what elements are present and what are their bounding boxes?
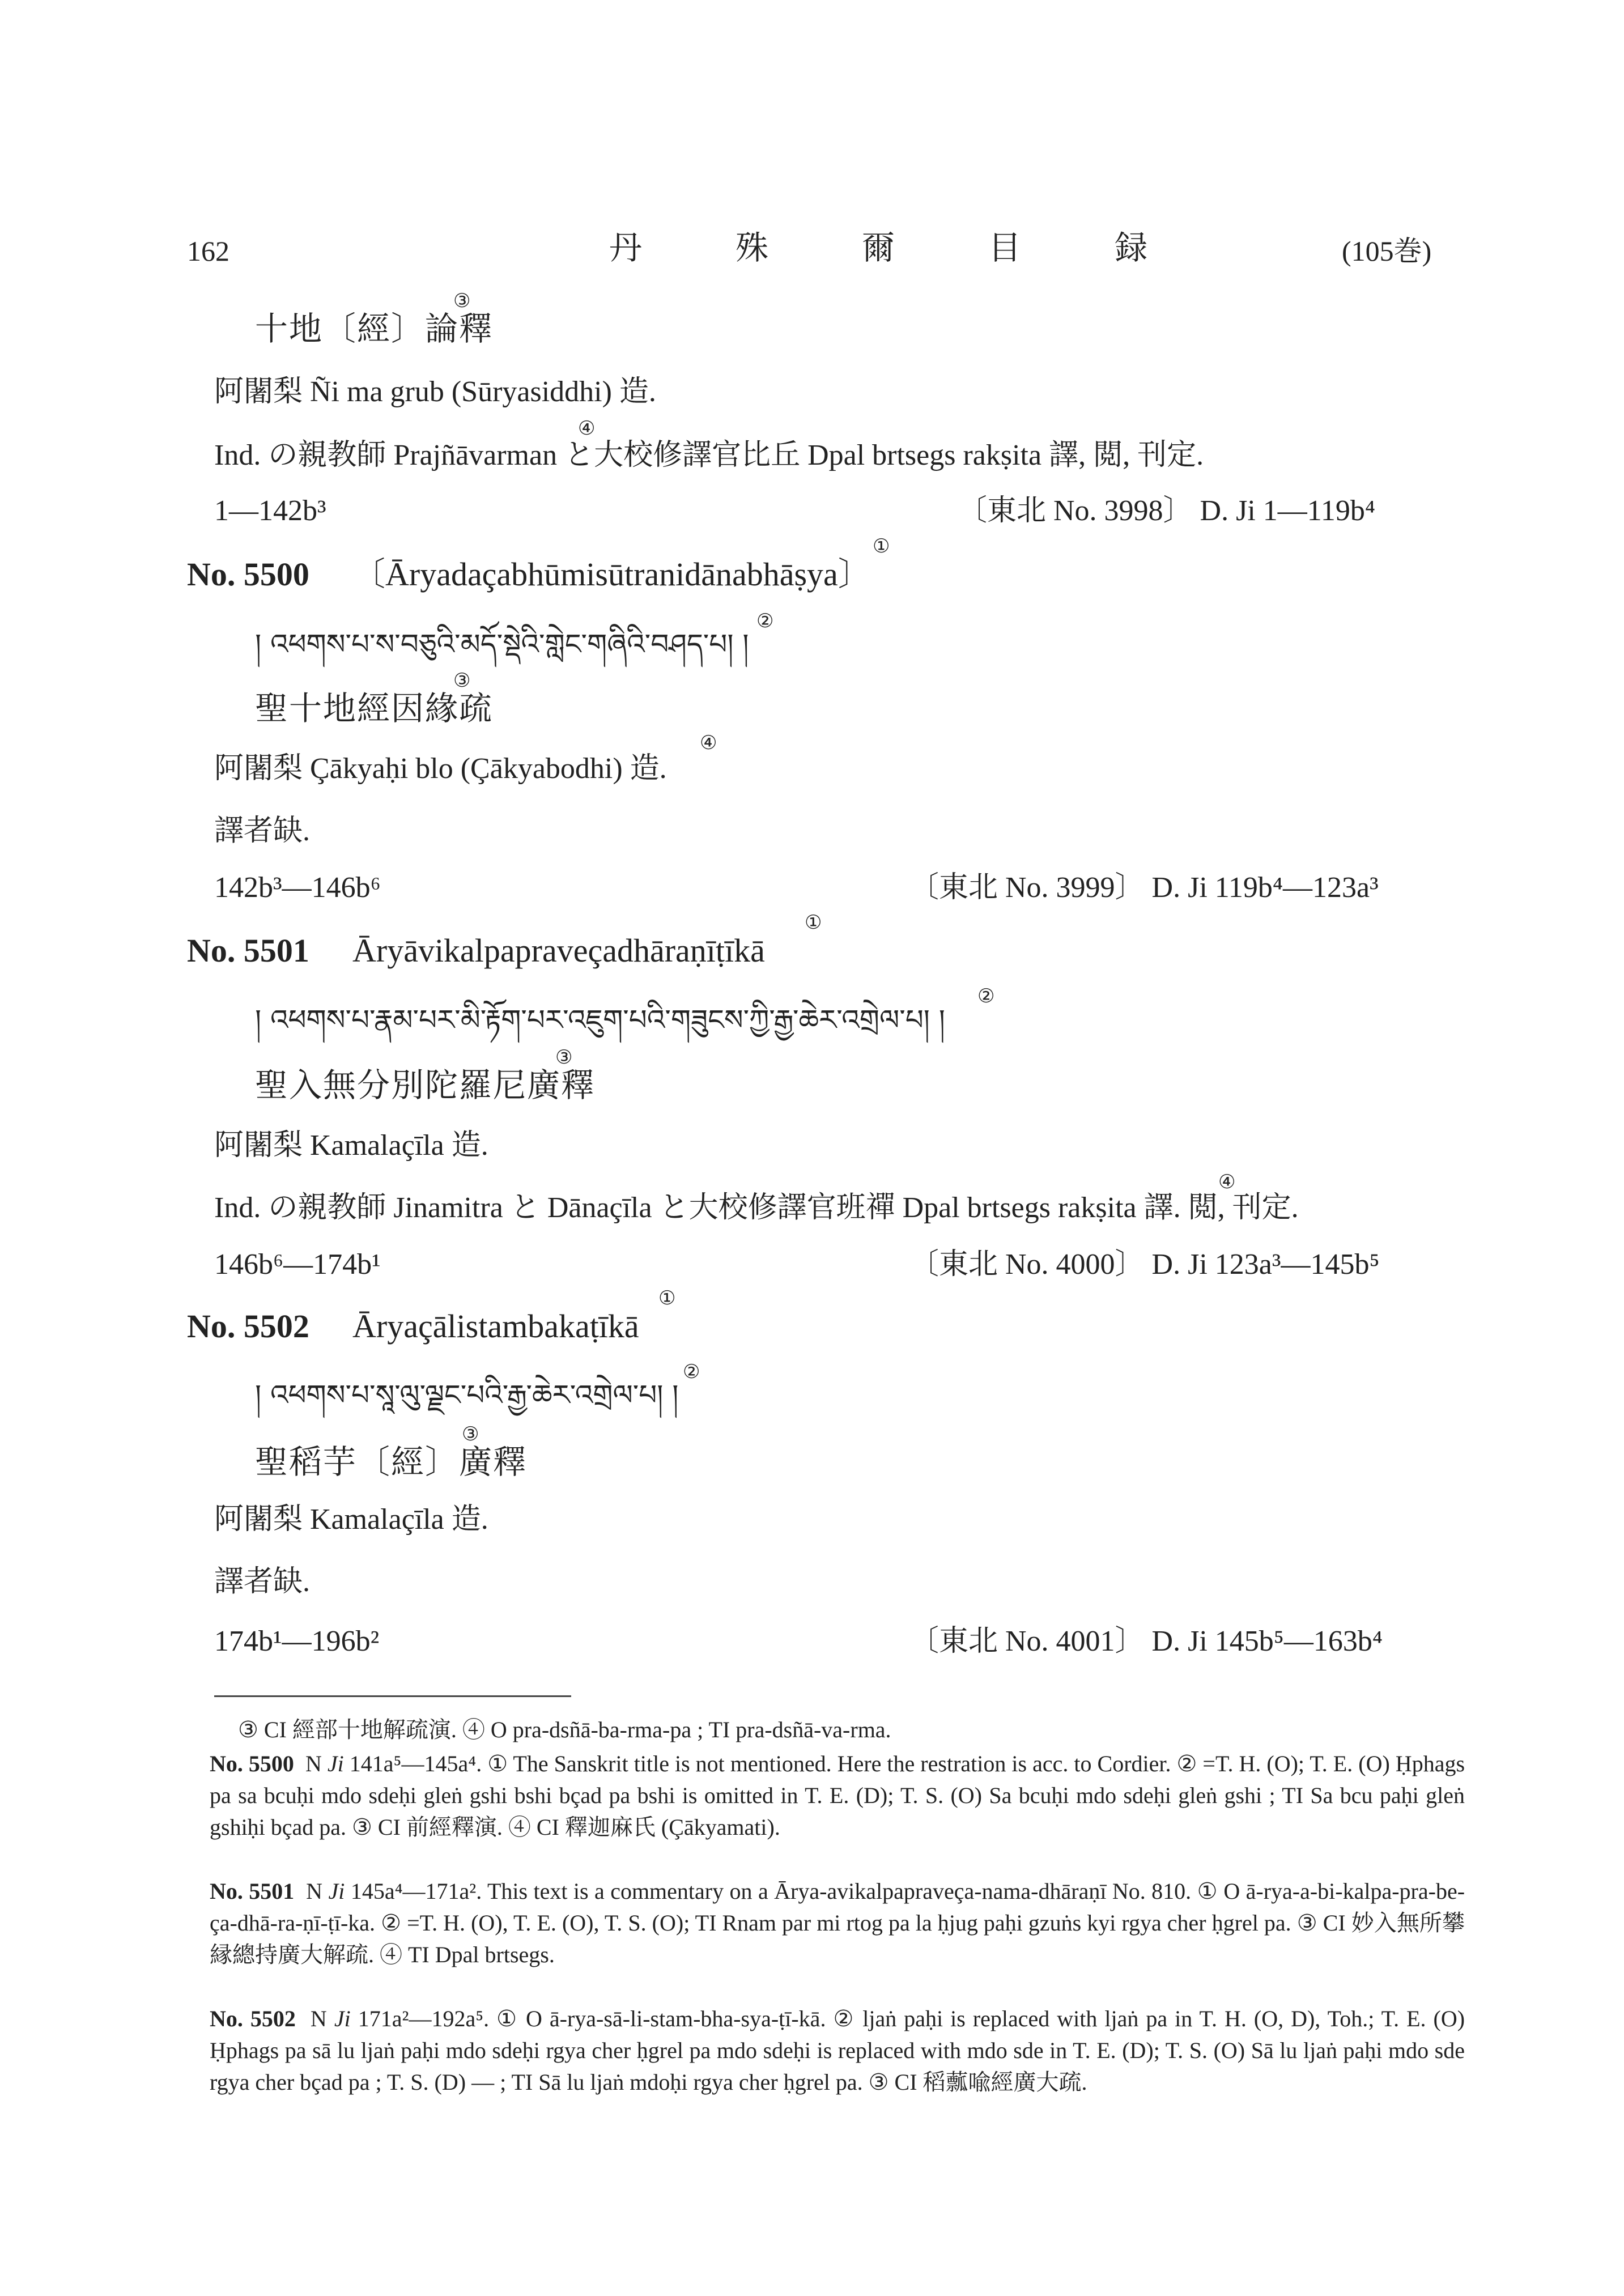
intro-translator: Ind. の親教師 Prajñāvarman と大校修譯官比丘 Dpal brtsegs rakṣita 譯, 閲, 刊定. <box>214 439 1204 471</box>
running-title-char: 爾 <box>862 229 895 266</box>
footnote-label: No. 5500 <box>210 1751 294 1776</box>
footnote-n: N <box>305 1751 322 1776</box>
entry-reference: 〔東北 No. 3999〕 D. Ji 119b⁴—123a³ <box>909 871 1379 904</box>
entry-tibetan-title: ། འཕགས་པ་སཱ་ལུ་ལྗང་པའི་རྒྱ་ཆེར་འགྲེལ་པ། ། <box>255 1379 679 1411</box>
entry-number: No. 5501 <box>187 932 309 969</box>
entry-author: 阿闍梨 Çākyaḥi blo (Çākyabodhi) 造. <box>214 752 667 785</box>
entry-author: 阿闍梨 Kamalaçīla 造. <box>214 1129 488 1162</box>
intro-author: 阿闍梨 Ñi ma grub (Sūryasiddhi) 造. <box>214 376 656 408</box>
footnote-n: N <box>306 1878 323 1904</box>
footnote-marker: ① <box>658 1288 676 1309</box>
footnote-block <box>210 2003 1465 2098</box>
footnote-rule <box>214 1695 571 1697</box>
entry-translator: 譯者缺. <box>214 1566 311 1598</box>
entry-cjk-title: 聖入無分別陀羅尼廣釋 <box>255 1067 596 1104</box>
intro-reference: 〔東北 No. 3998〕 D. Ji 1—119b⁴ <box>958 495 1375 527</box>
entry-tibetan-title: ། འཕགས་པ་རྣམ་པར་མི་རྟོག་པར་འཇུག་པའི་གཟུངས་ཀྱི་རྒྱ་ཆེར་འགྲེལ་པ། ། <box>255 1004 945 1036</box>
footnote-marker: ④ <box>578 418 596 439</box>
running-title-char: 録 <box>1115 229 1148 266</box>
footnote-marker: ① <box>873 536 890 557</box>
entry-folio-range: 174b¹—196b² <box>214 1625 380 1657</box>
entry-reference: 〔東北 No. 4001〕 D. Ji 145b⁵—163b⁴ <box>909 1625 1383 1657</box>
intro-folio-range: 1—142b³ <box>214 495 326 527</box>
footnote-intro: ③ CI 經部十地解疏演. ④ O pra-dsñā-ba-rma-pa ; TI pra-dsñā-va-rma. <box>238 1717 891 1742</box>
entry-sanskrit-title: Āryaçālistambakaṭīkā <box>352 1308 639 1345</box>
entry-folio-range: 146b⁶—174b¹ <box>214 1248 381 1281</box>
footnote-marker: ④ <box>700 733 717 754</box>
footnote-marker: ③ <box>462 1424 479 1445</box>
footnote-text: 141a⁵—145a⁴. ① The Sanskrit title is not mentioned. Here the restration is acc. to Cordier. ② =T. H. (O); T. E. (O) Ḥphags pa sa bcuḥi mdo sdeḥi gleṅ gshi bshi bçad pa bshi is omitted in T. E. (D); T. S. (O) Sa bcuḥi mdo sdeḥi gleṅ gshi ; TI Sa bcu paḥi gleṅ gshiḥi bçad pa. ③ CI 前經釋演. ④ CI 釋迦麻氏 (Çākyamati). <box>210 1751 1465 1840</box>
entry-cjk-title: 聖十地經因緣疏 <box>255 690 494 727</box>
entry-sanskrit-title: 〔Āryadaçabhūmisūtranidānabhāṣya〕 <box>352 556 871 593</box>
footnote-volume: Ji <box>327 1751 344 1776</box>
footnote-marker: ③ <box>453 670 471 691</box>
footnote-volume: Ji <box>334 2006 351 2031</box>
running-title-char: 丹 <box>609 229 643 266</box>
footnote-marker: ③ <box>555 1047 573 1068</box>
entry-sanskrit-title: Āryāvikalpapraveçadhāraṇīṭīkā <box>352 932 765 969</box>
footnote-label: No. 5502 <box>210 2006 296 2031</box>
entry-reference: 〔東北 No. 4000〕 D. Ji 123a³—145b⁵ <box>909 1248 1380 1281</box>
footnote-n: N <box>310 2006 327 2031</box>
entry-number: No. 5500 <box>187 556 309 593</box>
running-title-char: 殊 <box>736 229 769 266</box>
footnote-marker: ② <box>683 1362 700 1383</box>
footnote-volume: Ji <box>328 1878 345 1904</box>
footnote-label: No. 5501 <box>210 1878 295 1904</box>
footnote-text: 171a²—192a⁵. ① O ā-rya-sā-li-stam-bha-sya-ṭī-kā. ② ljaṅ paḥi is replaced with ljaṅ pa in T. H. (O, D), Toh.; T. E. (O) Ḥphags pa sā lu ljaṅ paḥi mdo sdeḥi rgya cher ḥgrel pa mdo sdeḥi is replaced with mdo sde in T. E. (D); T. S. (O) Sā lu ljaṅ paḥi mdo sde rgya cher bçad pa ; T. S. (D) — ; TI Sā lu ljaṅ mdoḥi rgya cher ḥgrel pa. ③ CI 稻䕯喩經廣大疏. <box>210 2006 1465 2095</box>
entry-number: No. 5502 <box>187 1308 309 1345</box>
footnote-text: 145a⁴—171a². This text is a commentary on a Ārya-avikalpapraveça-nama-dhāraṇī No. 810. ① O ā-rya-a-bi-kalpa-pra-be-ça-dhā-ra-ṇī-ṭī-ka. ② =T. H. (O), T. E. (O), T. S. (O); TI Rnam par mi rtog pa la ḥjug paḥi gzuṅs kyi rgya cher ḥgrel pa. ③ CI 妙入無所攀縁總持廣大解疏. ④ TI Dpal brtsegs. <box>210 1878 1465 1967</box>
entry-tibetan-title: ། འཕགས་པ་ས་བཅུའི་མདོ་སྡེའི་གླེང་གཞིའི་བཤད་པ། ། <box>255 628 749 661</box>
entry-translator: 譯者缺. <box>214 815 311 847</box>
intro-title-cjk: 十地〔經〕論釋 <box>255 311 494 347</box>
entry-cjk-title: 聖稻芋〔經〕廣釋 <box>255 1444 528 1481</box>
footnote-marker: ① <box>805 912 822 933</box>
footnote-marker: ③ <box>453 291 471 312</box>
entry-author: 阿闍梨 Kamalaçīla 造. <box>214 1503 488 1536</box>
footnote-marker: ④ <box>1218 1172 1236 1193</box>
footnote-block <box>210 1876 1465 1971</box>
volume-label: (105巻) <box>1342 235 1432 267</box>
footnote-marker: ② <box>977 986 995 1007</box>
entry-translator: Ind. の親教師 Jinamitra と Dānaçīla と大校修譯官班禪 Dpal brtsegs rakṣita 譯. 閲, 刊定. <box>214 1192 1299 1224</box>
footnote-marker: ② <box>756 611 774 632</box>
running-title-char: 目 <box>988 229 1022 266</box>
footnote-block <box>210 1748 1465 1843</box>
running-title <box>609 228 1147 269</box>
entry-folio-range: 142b³—146b⁶ <box>214 871 381 904</box>
page-number: 162 <box>187 235 229 267</box>
